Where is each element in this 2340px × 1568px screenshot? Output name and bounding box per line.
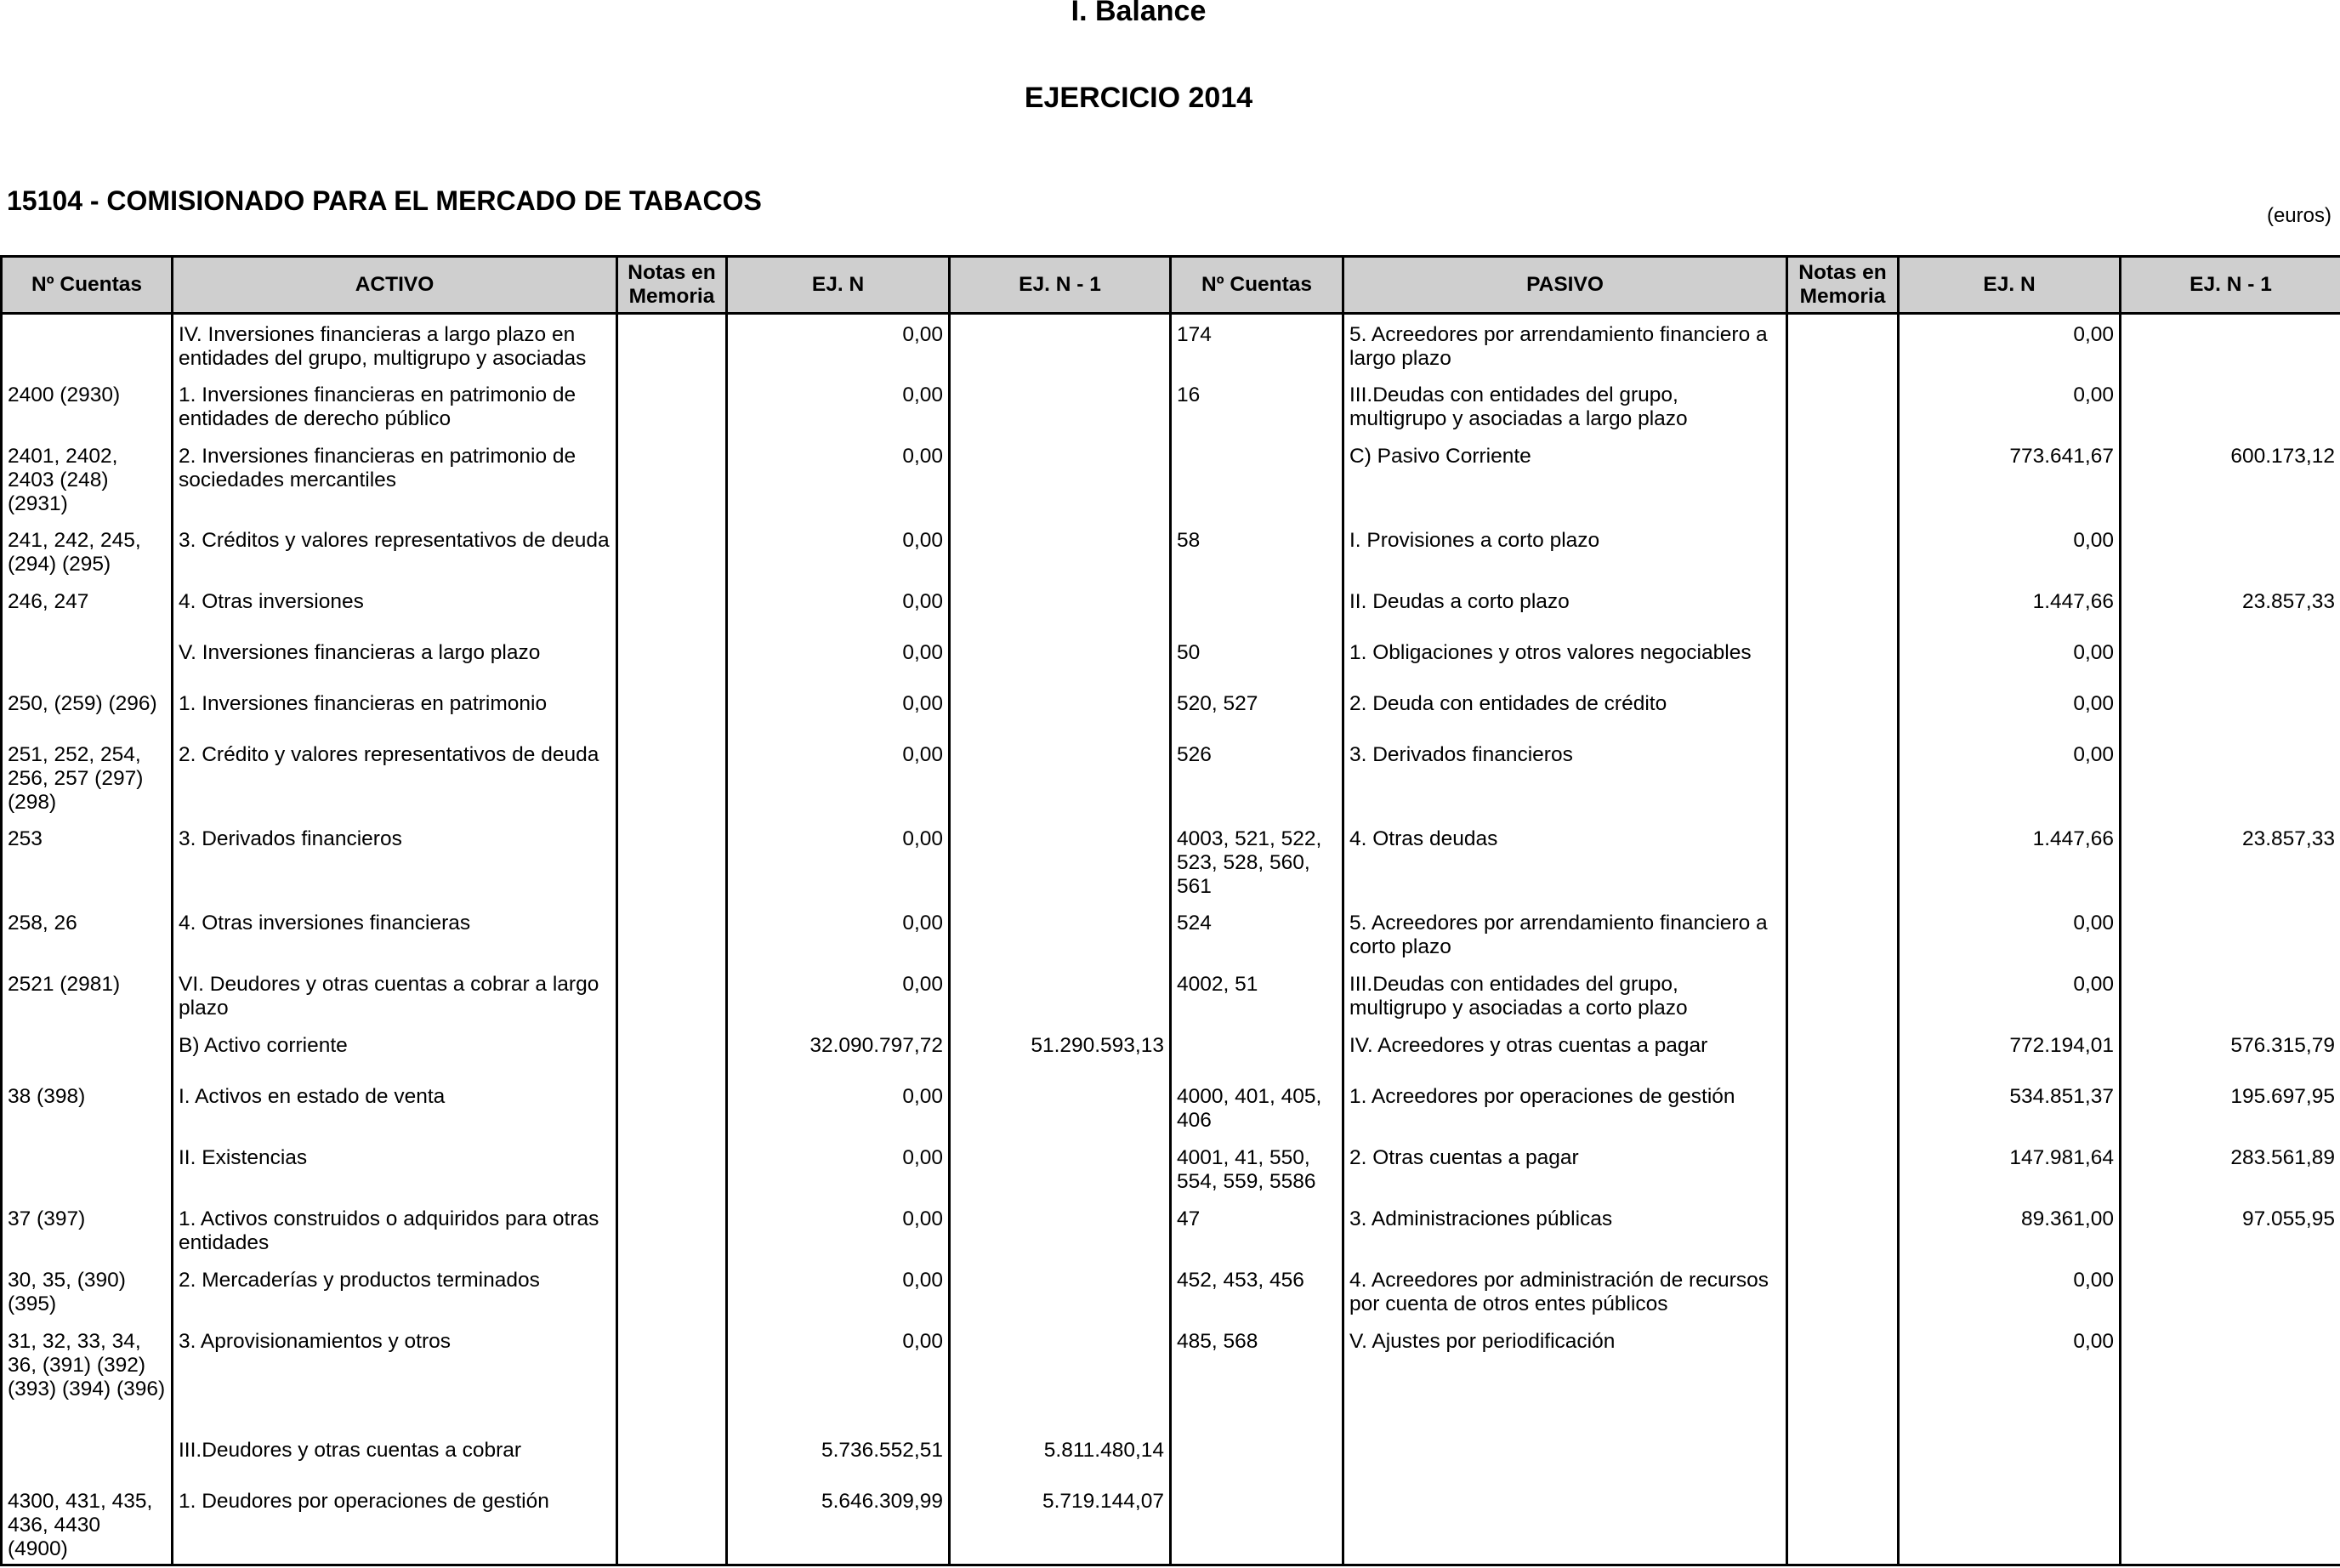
pasivo-concepto: III.Deudas con entidades del grupo, multigrupo y asociadas a corto plazo bbox=[1343, 964, 1787, 1025]
pasivo-ej-n1: 97.055,95 bbox=[2121, 1199, 2340, 1260]
activo-ej-n: 0,00 bbox=[727, 375, 950, 436]
activo-notas bbox=[617, 735, 727, 819]
pasivo-concepto: 5. Acreedores por arrendamiento financiero a corto plazo bbox=[1343, 903, 1787, 964]
pasivo-notas bbox=[1787, 819, 1899, 903]
activo-ej-n1 bbox=[950, 1260, 1171, 1321]
activo-concepto: V. Inversiones financieras a largo plazo bbox=[173, 633, 617, 684]
activo-ej-n1 bbox=[950, 582, 1171, 633]
activo-cuentas bbox=[2, 1430, 173, 1481]
activo-cuentas bbox=[2, 314, 173, 375]
pasivo-ej-n1: 23.857,33 bbox=[2121, 582, 2340, 633]
activo-ej-n: 0,00 bbox=[727, 314, 950, 375]
pasivo-concepto: 4. Acreedores por administración de recursos por cuenta de otros entes públicos bbox=[1343, 1260, 1787, 1321]
pasivo-cuentas bbox=[1171, 1481, 1343, 1565]
pasivo-cuentas: 524 bbox=[1171, 903, 1343, 964]
activo-cuentas bbox=[2, 1025, 173, 1077]
pasivo-ej-n1 bbox=[2121, 1430, 2340, 1481]
pasivo-concepto: IV. Acreedores y otras cuentas a pagar bbox=[1343, 1025, 1787, 1077]
currency-unit: (euros) bbox=[2266, 204, 2331, 227]
activo-cuentas: 246, 247 bbox=[2, 582, 173, 633]
activo-cuentas bbox=[2, 1138, 173, 1199]
activo-concepto: 2. Mercaderías y productos terminados bbox=[173, 1260, 617, 1321]
col-header-cuentas-pasivo: Nº Cuentas bbox=[1171, 257, 1343, 314]
activo-ej-n1 bbox=[950, 684, 1171, 735]
table-row bbox=[2, 819, 2340, 903]
activo-concepto: 2. Crédito y valores representativos de deuda bbox=[173, 735, 617, 819]
activo-cuentas: 37 (397) bbox=[2, 1199, 173, 1260]
activo-notas bbox=[617, 633, 727, 684]
pasivo-concepto: 3. Administraciones públicas bbox=[1343, 1199, 1787, 1260]
pasivo-cuentas: 174 bbox=[1171, 314, 1343, 375]
header-row bbox=[2, 257, 2340, 314]
table-row bbox=[2, 314, 2340, 375]
table-row bbox=[2, 1025, 2340, 1077]
pasivo-concepto: 2. Deuda con entidades de crédito bbox=[1343, 684, 1787, 735]
col-header-ejn1-activo: EJ. N - 1 bbox=[950, 257, 1171, 314]
col-header-ejn1-pasivo: EJ. N - 1 bbox=[2121, 257, 2340, 314]
pasivo-notas bbox=[1787, 964, 1899, 1025]
table-row bbox=[2, 1138, 2340, 1199]
pasivo-concepto: 4. Otras deudas bbox=[1343, 819, 1787, 903]
activo-concepto: 1. Inversiones financieras en patrimonio de entidades de derecho público bbox=[173, 375, 617, 436]
pasivo-ej-n1 bbox=[2121, 375, 2340, 436]
activo-notas bbox=[617, 1025, 727, 1077]
activo-cuentas: 253 bbox=[2, 819, 173, 903]
activo-ej-n1 bbox=[950, 964, 1171, 1025]
activo-concepto: II. Existencias bbox=[173, 1138, 617, 1199]
activo-ej-n1 bbox=[950, 436, 1171, 520]
pasivo-cuentas: 4000, 401, 405, 406 bbox=[1171, 1077, 1343, 1138]
pasivo-ej-n: 772.194,01 bbox=[1899, 1025, 2121, 1077]
activo-concepto: 3. Créditos y valores representativos de deuda bbox=[173, 520, 617, 582]
pasivo-ej-n1 bbox=[2121, 735, 2340, 819]
activo-ej-n1 bbox=[950, 633, 1171, 684]
pasivo-ej-n: 773.641,67 bbox=[1899, 436, 2121, 520]
activo-ej-n1 bbox=[950, 520, 1171, 582]
pasivo-notas bbox=[1787, 1481, 1899, 1565]
pasivo-ej-n: 0,00 bbox=[1899, 1260, 2121, 1321]
activo-ej-n: 32.090.797,72 bbox=[727, 1025, 950, 1077]
activo-notas bbox=[617, 1138, 727, 1199]
table-row bbox=[2, 633, 2340, 684]
pasivo-cuentas: 47 bbox=[1171, 1199, 1343, 1260]
pasivo-ej-n1 bbox=[2121, 1260, 2340, 1321]
activo-concepto: III.Deudores y otras cuentas a cobrar bbox=[173, 1430, 617, 1481]
pasivo-concepto bbox=[1343, 1430, 1787, 1481]
pasivo-ej-n: 0,00 bbox=[1899, 684, 2121, 735]
activo-concepto: B) Activo corriente bbox=[173, 1025, 617, 1077]
pasivo-ej-n: 0,00 bbox=[1899, 903, 2121, 964]
activo-ej-n: 0,00 bbox=[727, 436, 950, 520]
pasivo-ej-n1 bbox=[2121, 684, 2340, 735]
activo-notas bbox=[617, 582, 727, 633]
pasivo-notas bbox=[1787, 903, 1899, 964]
table-row bbox=[2, 964, 2340, 1025]
activo-ej-n1 bbox=[950, 1138, 1171, 1199]
table-row bbox=[2, 1481, 2340, 1565]
pasivo-ej-n: 0,00 bbox=[1899, 520, 2121, 582]
pasivo-cuentas: 452, 453, 456 bbox=[1171, 1260, 1343, 1321]
pasivo-cuentas: 4001, 41, 550, 554, 559, 5586 bbox=[1171, 1138, 1343, 1199]
pasivo-ej-n: 534.851,37 bbox=[1899, 1077, 2121, 1138]
pasivo-ej-n: 0,00 bbox=[1899, 964, 2121, 1025]
pasivo-notas bbox=[1787, 314, 1899, 375]
report-title: I. Balance bbox=[1071, 0, 1207, 27]
pasivo-cuentas: 16 bbox=[1171, 375, 1343, 436]
activo-cuentas: 2521 (2981) bbox=[2, 964, 173, 1025]
col-header-pasivo: PASIVO bbox=[1343, 257, 1787, 314]
table-row bbox=[2, 582, 2340, 633]
activo-concepto: IV. Inversiones financieras a largo plazo en entidades del grupo, multigrupo y asociadas bbox=[173, 314, 617, 375]
activo-concepto: 3. Derivados financieros bbox=[173, 819, 617, 903]
pasivo-concepto: 3. Derivados financieros bbox=[1343, 735, 1787, 819]
activo-ej-n1: 5.811.480,14 bbox=[950, 1430, 1171, 1481]
activo-cuentas bbox=[2, 633, 173, 684]
pasivo-ej-n1 bbox=[2121, 903, 2340, 964]
pasivo-ej-n: 0,00 bbox=[1899, 314, 2121, 375]
pasivo-concepto bbox=[1343, 1481, 1787, 1565]
pasivo-ej-n1 bbox=[2121, 314, 2340, 375]
activo-notas bbox=[617, 964, 727, 1025]
pasivo-concepto: 1. Acreedores por operaciones de gestión bbox=[1343, 1077, 1787, 1138]
pasivo-ej-n: 0,00 bbox=[1899, 375, 2121, 436]
entity-name: 15104 - COMISIONADO PARA EL MERCADO DE TABACOS bbox=[7, 185, 762, 216]
activo-ej-n: 5.646.309,99 bbox=[727, 1481, 950, 1565]
activo-ej-n1 bbox=[950, 735, 1171, 819]
pasivo-cuentas: 58 bbox=[1171, 520, 1343, 582]
pasivo-ej-n1 bbox=[2121, 964, 2340, 1025]
activo-concepto: VI. Deudores y otras cuentas a cobrar a largo plazo bbox=[173, 964, 617, 1025]
pasivo-cuentas: 485, 568 bbox=[1171, 1321, 1343, 1430]
pasivo-ej-n bbox=[1899, 1430, 2121, 1481]
pasivo-ej-n: 1.447,66 bbox=[1899, 819, 2121, 903]
table-row bbox=[2, 436, 2340, 520]
pasivo-concepto: C) Pasivo Corriente bbox=[1343, 436, 1787, 520]
activo-cuentas: 4300, 431, 435, 436, 4430 (4900) bbox=[2, 1481, 173, 1565]
pasivo-notas bbox=[1787, 1138, 1899, 1199]
activo-ej-n1 bbox=[950, 1077, 1171, 1138]
activo-concepto: 2. Inversiones financieras en patrimonio de sociedades mercantiles bbox=[173, 436, 617, 520]
activo-concepto: 4. Otras inversiones bbox=[173, 582, 617, 633]
activo-ej-n: 0,00 bbox=[727, 520, 950, 582]
pasivo-cuentas: 4002, 51 bbox=[1171, 964, 1343, 1025]
activo-cuentas: 251, 252, 254, 256, 257 (297) (298) bbox=[2, 735, 173, 819]
pasivo-ej-n: 89.361,00 bbox=[1899, 1199, 2121, 1260]
pasivo-cuentas: 526 bbox=[1171, 735, 1343, 819]
pasivo-concepto: II. Deudas a corto plazo bbox=[1343, 582, 1787, 633]
pasivo-ej-n: 147.981,64 bbox=[1899, 1138, 2121, 1199]
activo-concepto: 3. Aprovisionamientos y otros bbox=[173, 1321, 617, 1430]
col-header-ejn-activo: EJ. N bbox=[727, 257, 950, 314]
activo-notas bbox=[617, 1430, 727, 1481]
activo-ej-n: 0,00 bbox=[727, 1138, 950, 1199]
activo-ej-n: 0,00 bbox=[727, 903, 950, 964]
activo-ej-n1 bbox=[950, 1321, 1171, 1430]
pasivo-ej-n1 bbox=[2121, 1321, 2340, 1430]
pasivo-notas bbox=[1787, 684, 1899, 735]
col-header-notas-activo: Notas en Memoria bbox=[617, 257, 727, 314]
pasivo-ej-n1: 576.315,79 bbox=[2121, 1025, 2340, 1077]
activo-ej-n: 0,00 bbox=[727, 1260, 950, 1321]
activo-ej-n: 0,00 bbox=[727, 735, 950, 819]
activo-notas bbox=[617, 819, 727, 903]
activo-ej-n1 bbox=[950, 819, 1171, 903]
table-row bbox=[2, 520, 2340, 582]
col-header-notas-pasivo: Notas en Memoria bbox=[1787, 257, 1899, 314]
activo-cuentas: 2401, 2402, 2403 (248) (2931) bbox=[2, 436, 173, 520]
pasivo-notas bbox=[1787, 375, 1899, 436]
activo-notas bbox=[617, 1481, 727, 1565]
activo-notas bbox=[617, 314, 727, 375]
activo-ej-n1 bbox=[950, 903, 1171, 964]
activo-cuentas: 38 (398) bbox=[2, 1077, 173, 1138]
pasivo-ej-n1 bbox=[2121, 520, 2340, 582]
pasivo-cuentas bbox=[1171, 582, 1343, 633]
pasivo-notas bbox=[1787, 582, 1899, 633]
activo-notas bbox=[617, 1260, 727, 1321]
pasivo-concepto: V. Ajustes por periodificación bbox=[1343, 1321, 1787, 1430]
report-subtitle: EJERCICIO 2014 bbox=[1024, 82, 1253, 114]
activo-notas bbox=[617, 1321, 727, 1430]
activo-ej-n1 bbox=[950, 375, 1171, 436]
activo-ej-n: 0,00 bbox=[727, 1199, 950, 1260]
col-header-cuentas-activo: Nº Cuentas bbox=[2, 257, 173, 314]
activo-ej-n1: 51.290.593,13 bbox=[950, 1025, 1171, 1077]
pasivo-notas bbox=[1787, 1025, 1899, 1077]
pasivo-ej-n1: 283.561,89 bbox=[2121, 1138, 2340, 1199]
table-row bbox=[2, 1430, 2340, 1481]
table-row bbox=[2, 1260, 2340, 1321]
pasivo-concepto: III.Deudas con entidades del grupo, multigrupo y asociadas a largo plazo bbox=[1343, 375, 1787, 436]
activo-notas bbox=[617, 375, 727, 436]
activo-ej-n: 5.736.552,51 bbox=[727, 1430, 950, 1481]
activo-concepto: 1. Deudores por operaciones de gestión bbox=[173, 1481, 617, 1565]
pasivo-notas bbox=[1787, 1430, 1899, 1481]
pasivo-ej-n: 0,00 bbox=[1899, 735, 2121, 819]
pasivo-cuentas: 50 bbox=[1171, 633, 1343, 684]
activo-ej-n1: 5.719.144,07 bbox=[950, 1481, 1171, 1565]
activo-ej-n: 0,00 bbox=[727, 684, 950, 735]
activo-cuentas: 30, 35, (390) (395) bbox=[2, 1260, 173, 1321]
activo-cuentas: 250, (259) (296) bbox=[2, 684, 173, 735]
pasivo-notas bbox=[1787, 1077, 1899, 1138]
activo-ej-n1 bbox=[950, 314, 1171, 375]
activo-concepto: 1. Activos construidos o adquiridos para otras entidades bbox=[173, 1199, 617, 1260]
table-row bbox=[2, 1077, 2340, 1138]
table-row bbox=[2, 903, 2340, 964]
activo-ej-n: 0,00 bbox=[727, 1077, 950, 1138]
pasivo-ej-n1 bbox=[2121, 1481, 2340, 1565]
pasivo-ej-n1: 195.697,95 bbox=[2121, 1077, 2340, 1138]
pasivo-concepto: 5. Acreedores por arrendamiento financiero a largo plazo bbox=[1343, 314, 1787, 375]
table-row bbox=[2, 684, 2340, 735]
pasivo-cuentas bbox=[1171, 1025, 1343, 1077]
pasivo-ej-n: 0,00 bbox=[1899, 633, 2121, 684]
activo-notas bbox=[617, 1199, 727, 1260]
activo-ej-n: 0,00 bbox=[727, 819, 950, 903]
activo-cuentas: 2400 (2930) bbox=[2, 375, 173, 436]
activo-concepto: 4. Otras inversiones financieras bbox=[173, 903, 617, 964]
activo-ej-n1 bbox=[950, 1199, 1171, 1260]
pasivo-notas bbox=[1787, 436, 1899, 520]
activo-ej-n: 0,00 bbox=[727, 1321, 950, 1430]
pasivo-ej-n bbox=[1899, 1481, 2121, 1565]
pasivo-concepto: 1. Obligaciones y otros valores negociables bbox=[1343, 633, 1787, 684]
pasivo-notas bbox=[1787, 1321, 1899, 1430]
col-header-activo: ACTIVO bbox=[173, 257, 617, 314]
activo-ej-n: 0,00 bbox=[727, 964, 950, 1025]
pasivo-ej-n: 1.447,66 bbox=[1899, 582, 2121, 633]
table-row bbox=[2, 1321, 2340, 1430]
pasivo-ej-n1: 600.173,12 bbox=[2121, 436, 2340, 520]
activo-concepto: I. Activos en estado de venta bbox=[173, 1077, 617, 1138]
activo-notas bbox=[617, 436, 727, 520]
pasivo-concepto: 2. Otras cuentas a pagar bbox=[1343, 1138, 1787, 1199]
activo-notas bbox=[617, 684, 727, 735]
table-row bbox=[2, 735, 2340, 819]
activo-cuentas: 241, 242, 245, (294) (295) bbox=[2, 520, 173, 582]
table-row bbox=[2, 375, 2340, 436]
balance-table bbox=[0, 255, 2340, 1566]
table-row bbox=[2, 1199, 2340, 1260]
activo-cuentas: 31, 32, 33, 34, 36, (391) (392) (393) (394) (396) bbox=[2, 1321, 173, 1430]
pasivo-notas bbox=[1787, 1199, 1899, 1260]
pasivo-ej-n: 0,00 bbox=[1899, 1321, 2121, 1430]
pasivo-notas bbox=[1787, 520, 1899, 582]
pasivo-concepto: I. Provisiones a corto plazo bbox=[1343, 520, 1787, 582]
activo-ej-n: 0,00 bbox=[727, 582, 950, 633]
activo-notas bbox=[617, 1077, 727, 1138]
pasivo-ej-n1: 23.857,33 bbox=[2121, 819, 2340, 903]
col-header-ejn-pasivo: EJ. N bbox=[1899, 257, 2121, 314]
pasivo-cuentas: 4003, 521, 522, 523, 528, 560, 561 bbox=[1171, 819, 1343, 903]
pasivo-notas bbox=[1787, 1260, 1899, 1321]
pasivo-cuentas: 520, 527 bbox=[1171, 684, 1343, 735]
pasivo-cuentas bbox=[1171, 1430, 1343, 1481]
pasivo-notas bbox=[1787, 633, 1899, 684]
pasivo-cuentas bbox=[1171, 436, 1343, 520]
activo-concepto: 1. Inversiones financieras en patrimonio bbox=[173, 684, 617, 735]
activo-notas bbox=[617, 520, 727, 582]
pasivo-ej-n1 bbox=[2121, 633, 2340, 684]
activo-ej-n: 0,00 bbox=[727, 633, 950, 684]
activo-notas bbox=[617, 903, 727, 964]
activo-cuentas: 258, 26 bbox=[2, 903, 173, 964]
pasivo-notas bbox=[1787, 735, 1899, 819]
